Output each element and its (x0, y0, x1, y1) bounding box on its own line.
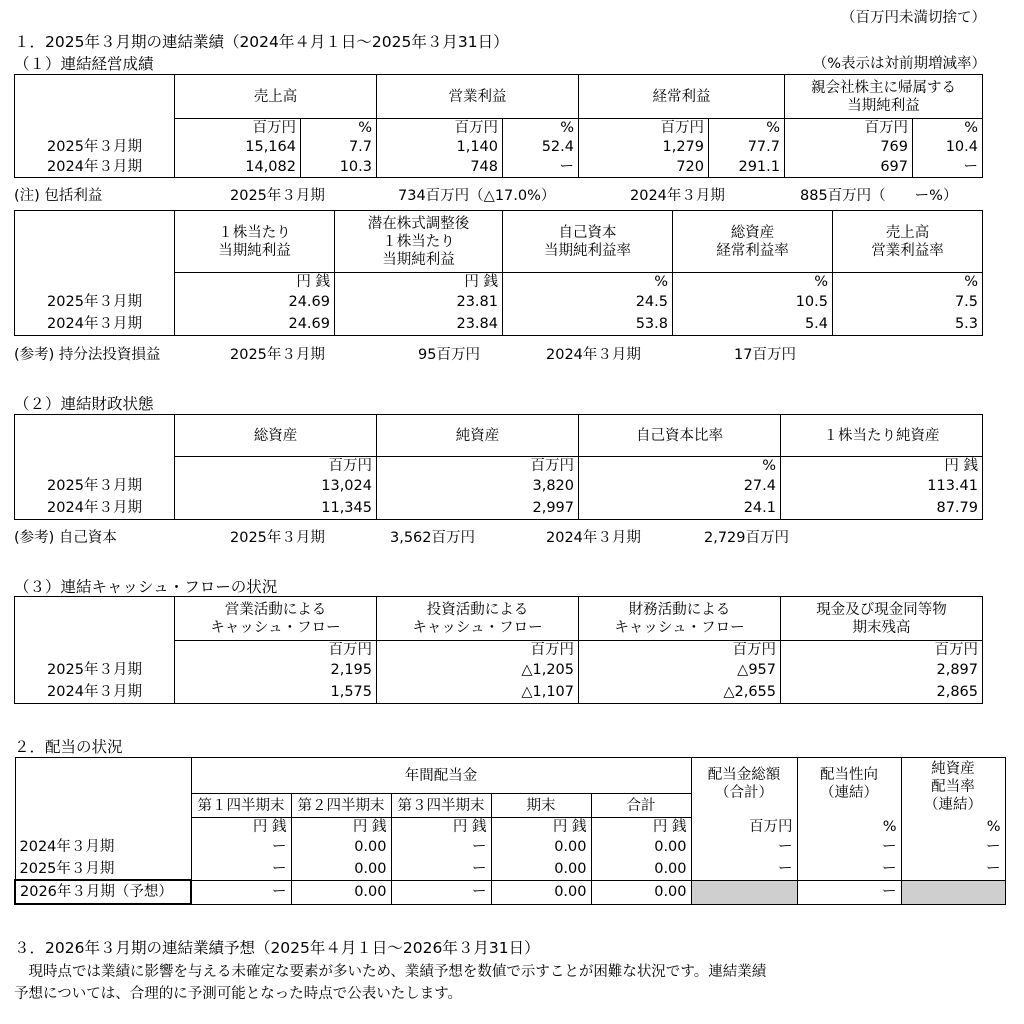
cell: ー (691, 836, 797, 858)
unit-cell: 百万円 (377, 119, 503, 138)
cell: 0.00 (591, 880, 691, 904)
cell: ー (503, 157, 579, 177)
header-blank (15, 597, 175, 641)
header-line: 営業活動による (224, 601, 327, 618)
cell: ー (691, 858, 797, 880)
cell: 1,279 (579, 137, 709, 157)
cell: 1,575 (175, 681, 377, 703)
unit-cell: 円 銭 (335, 273, 503, 292)
header-line: （連結） (820, 785, 879, 801)
header-operating-cf (175, 597, 377, 641)
unit-cell: % (673, 273, 833, 292)
cell: △957 (579, 659, 781, 681)
header-financing-cf (579, 597, 781, 641)
own-capital-period2: 2024年３月期 (546, 530, 641, 546)
header-line: 当期純利益 (218, 242, 291, 259)
cell: 27.4 (579, 475, 781, 497)
header-net-profit-line1: 親会社株主に帰属する (811, 79, 956, 96)
row-label: 2024年３月期 (15, 681, 175, 703)
row-label: 2025年３月期 (15, 858, 191, 880)
row-label: 2025年３月期 (15, 291, 175, 313)
header-ordinary-profit: 経常利益 (579, 75, 785, 119)
section1-title: １．2025年３月期の連結業績（2024年４月１日～2025年３月31日） (14, 33, 509, 51)
header-doe (901, 758, 1005, 818)
unit-cell: 百万円 (781, 641, 983, 660)
table-row (15, 659, 983, 681)
financial-position-table (14, 414, 983, 520)
unit-cell: 円 銭 (391, 818, 491, 837)
header-line: 配当率 (931, 779, 975, 795)
unit-cell: 百万円 (175, 641, 377, 660)
unit-blank (15, 818, 191, 837)
cell: 0.00 (591, 858, 691, 880)
table-row (15, 836, 1005, 858)
row-label: 2025年３月期 (15, 659, 175, 681)
table-row (15, 291, 983, 313)
cell: 0.00 (591, 836, 691, 858)
cell: 5.3 (833, 313, 983, 335)
unit-cell: 百万円 (785, 119, 913, 138)
cell: 24.5 (503, 291, 673, 313)
cell: 24.69 (175, 291, 335, 313)
table-row-forecast (15, 880, 1005, 904)
cash-flow-table (14, 596, 983, 704)
cell: 87.79 (781, 497, 983, 519)
cell: 14,082 (175, 157, 301, 177)
header-annual-dividend: 年間配当金 (191, 758, 691, 794)
header-line: 財務活動による (628, 601, 731, 618)
header-line: 潜在株式調整後 (367, 215, 470, 232)
cell: △2,655 (579, 681, 781, 703)
cell: 15,164 (175, 137, 301, 157)
header-line: 当期純利益率 (544, 242, 631, 259)
cell: 697 (785, 157, 913, 177)
header-line: キャッシュ・フロー (614, 619, 745, 636)
row-label: 2024年３月期 (15, 836, 191, 858)
header-q2: 第２四半期末 (291, 794, 391, 818)
header-diluted-eps (335, 211, 503, 273)
unit-cell: 百万円 (377, 641, 579, 660)
header-line: 売上高 (885, 224, 930, 241)
cell: 10.3 (301, 157, 377, 177)
sub1-note: （%表示は対前期増減率） (812, 56, 986, 72)
cell: 7.5 (833, 291, 983, 313)
cell: ー (191, 858, 291, 880)
unit-cell: 百万円 (175, 457, 377, 476)
header-operating-margin (833, 211, 983, 273)
header-blank (15, 415, 175, 457)
cell: 10.5 (673, 291, 833, 313)
cell: ー (391, 858, 491, 880)
header-net-assets: 純資産 (377, 415, 579, 457)
header-blank (15, 758, 191, 818)
header-line: 現金及び現金同等物 (816, 601, 947, 618)
cell: 53.8 (503, 313, 673, 335)
section3-body-line2: 予想については、合理的に予測可能となった時点で公表いたします。 (14, 986, 463, 1002)
unit-note: （百万円未満切捨て） (841, 10, 986, 26)
header-line: 自己資本 (558, 224, 617, 241)
cell: ー (797, 880, 901, 904)
unit-cell: % (913, 119, 983, 138)
cell: 10.4 (913, 137, 983, 157)
header-net-profit-line2: 当期純利益 (847, 97, 920, 114)
cell: 0.00 (491, 880, 591, 904)
header-q3: 第３四半期末 (391, 794, 491, 818)
header-total-assets: 総資産 (175, 415, 377, 457)
row-label: 2025年３月期 (15, 137, 175, 157)
unit-blank (15, 457, 175, 476)
header-line: 当期純利益 (382, 251, 455, 268)
unit-cell: 円 銭 (781, 457, 983, 476)
unit-cell: 百万円 (579, 119, 709, 138)
row-label: 2024年３月期 (15, 157, 175, 177)
cell: 11,345 (175, 497, 377, 519)
cell: 77.7 (709, 137, 785, 157)
section2-title: ２．配当の状況 (14, 738, 123, 756)
comprehensive-period2: 2024年３月期 (630, 188, 725, 204)
cell: 291.1 (709, 157, 785, 177)
own-capital-value2: 2,729百万円 (704, 530, 790, 546)
table-row (15, 313, 983, 335)
header-line: （連結） (924, 797, 983, 813)
header-total-dividend (691, 758, 797, 818)
unit-cell: % (503, 119, 579, 138)
header-eps (175, 211, 335, 273)
equity-method-value1: 95百万円 (418, 347, 480, 363)
table-row (15, 681, 983, 703)
unit-cell: 円 銭 (491, 818, 591, 837)
table-row (15, 858, 1005, 880)
cell: ー (191, 880, 291, 904)
section3-body-line1: 現時点では業績に影響を与える未確定な要素が多いため、業績予想を数値で示すことが困難な状況です。連結業績 (14, 964, 767, 980)
cell: ー (191, 836, 291, 858)
unit-cell: 円 銭 (191, 818, 291, 837)
cell: 52.4 (503, 137, 579, 157)
header-line: （合計） (715, 785, 774, 801)
unit-cell: 円 銭 (175, 273, 335, 292)
header-bps: １株当たり純資産 (781, 415, 983, 457)
cell: 720 (579, 157, 709, 177)
comprehensive-value1: 734百万円（△17.0%） (398, 188, 556, 204)
header-line: 経常利益率 (716, 242, 789, 259)
cell: 7.7 (301, 137, 377, 157)
header-line: 純資産 (931, 761, 975, 777)
header-line: 総資産 (730, 224, 775, 241)
table-row (15, 497, 983, 519)
sub2-title: （２）連結財政状態 (14, 395, 154, 413)
header-cash-end (781, 597, 983, 641)
unit-cell: 円 銭 (291, 818, 391, 837)
cell: 23.81 (335, 291, 503, 313)
unit-cell: % (833, 273, 983, 292)
cell: 24.69 (175, 313, 335, 335)
unit-cell: % (503, 273, 673, 292)
unit-cell: 百万円 (691, 818, 797, 837)
section3-title: ３．2026年３月期の連結業績予想（2025年４月１日～2026年３月31日） (14, 939, 540, 957)
cell: 2,897 (781, 659, 983, 681)
comprehensive-period1: 2025年３月期 (230, 188, 325, 204)
cell: 0.00 (491, 858, 591, 880)
own-capital-label: (参考) 自己資本 (14, 530, 117, 546)
header-line: 投資活動による (426, 601, 529, 618)
operating-results-table (14, 74, 983, 178)
unit-cell: 百万円 (377, 457, 579, 476)
cell: ー (797, 858, 901, 880)
header-year-end: 期末 (491, 794, 591, 818)
cell: △1,205 (377, 659, 579, 681)
unit-blank (15, 119, 175, 138)
cell: ー (391, 880, 491, 904)
row-label: 2024年３月期 (15, 313, 175, 335)
equity-method-period2: 2024年３月期 (546, 347, 641, 363)
cell-shaded (691, 880, 797, 904)
cell: 0.00 (291, 858, 391, 880)
cell: ー (901, 858, 1005, 880)
cell: 0.00 (291, 836, 391, 858)
unit-cell: % (579, 457, 781, 476)
unit-cell: % (901, 818, 1005, 837)
header-operating-profit: 営業利益 (377, 75, 579, 119)
equity-method-period1: 2025年３月期 (230, 347, 325, 363)
per-share-table (14, 210, 983, 336)
cell: ー (797, 836, 901, 858)
cell: 13,024 (175, 475, 377, 497)
header-line: キャッシュ・フロー (412, 619, 543, 636)
unit-cell: 百万円 (579, 641, 781, 660)
cell: 2,997 (377, 497, 579, 519)
unit-cell: % (709, 119, 785, 138)
own-capital-period1: 2025年３月期 (230, 530, 325, 546)
header-total: 合計 (591, 794, 691, 818)
header-roa (673, 211, 833, 273)
cell: 2,865 (781, 681, 983, 703)
header-line: １株当たり (218, 224, 291, 241)
header-line: キャッシュ・フロー (210, 619, 341, 636)
header-q1: 第１四半期末 (191, 794, 291, 818)
table-row (15, 137, 983, 157)
cell: 23.84 (335, 313, 503, 335)
cell: ー (391, 836, 491, 858)
cell: 1,140 (377, 137, 503, 157)
header-roe (503, 211, 673, 273)
dividends-table (14, 757, 1006, 905)
cell-shaded (901, 880, 1005, 904)
header-line: １株当たり (382, 233, 455, 250)
cell: 769 (785, 137, 913, 157)
sub3-title: （３）連結キャッシュ・フローの状況 (14, 578, 278, 596)
cell: △1,107 (377, 681, 579, 703)
unit-blank (15, 273, 175, 292)
cell: 113.41 (781, 475, 983, 497)
cell: ー (901, 836, 1005, 858)
header-line: 配当金総額 (707, 767, 781, 783)
header-line: 期末残高 (852, 619, 911, 636)
comprehensive-label: (注) 包括利益 (14, 188, 103, 204)
header-equity-ratio: 自己資本比率 (579, 415, 781, 457)
header-net-profit (785, 75, 983, 119)
equity-method-label: (参考) 持分法投資損益 (14, 347, 161, 363)
row-label: 2024年３月期 (15, 497, 175, 519)
cell: ー (913, 157, 983, 177)
equity-method-value2: 17百万円 (734, 347, 796, 363)
own-capital-value1: 3,562百万円 (390, 530, 476, 546)
sub1-title: （１）連結経営成績 (14, 55, 154, 73)
header-payout-ratio (797, 758, 901, 818)
cell: 3,820 (377, 475, 579, 497)
cell: 748 (377, 157, 503, 177)
header-line: 配当性向 (820, 767, 879, 783)
cell: 5.4 (673, 313, 833, 335)
header-sales: 売上高 (175, 75, 377, 119)
header-blank (15, 211, 175, 273)
unit-cell: % (301, 119, 377, 138)
row-label: 2025年３月期 (15, 475, 175, 497)
cell: 24.1 (579, 497, 781, 519)
header-line: 営業利益率 (871, 242, 944, 259)
unit-blank (15, 641, 175, 660)
comprehensive-value2: 885百万円（ ー%） (800, 188, 958, 204)
header-blank (15, 75, 175, 119)
header-investing-cf (377, 597, 579, 641)
unit-cell: 百万円 (175, 119, 301, 138)
row-label: 2026年３月期（予想） (15, 880, 191, 904)
unit-cell: 円 銭 (591, 818, 691, 837)
cell: 2,195 (175, 659, 377, 681)
table-row (15, 475, 983, 497)
cell: 0.00 (491, 836, 591, 858)
unit-cell: % (797, 818, 901, 837)
table-row (15, 157, 983, 177)
cell: 0.00 (291, 880, 391, 904)
